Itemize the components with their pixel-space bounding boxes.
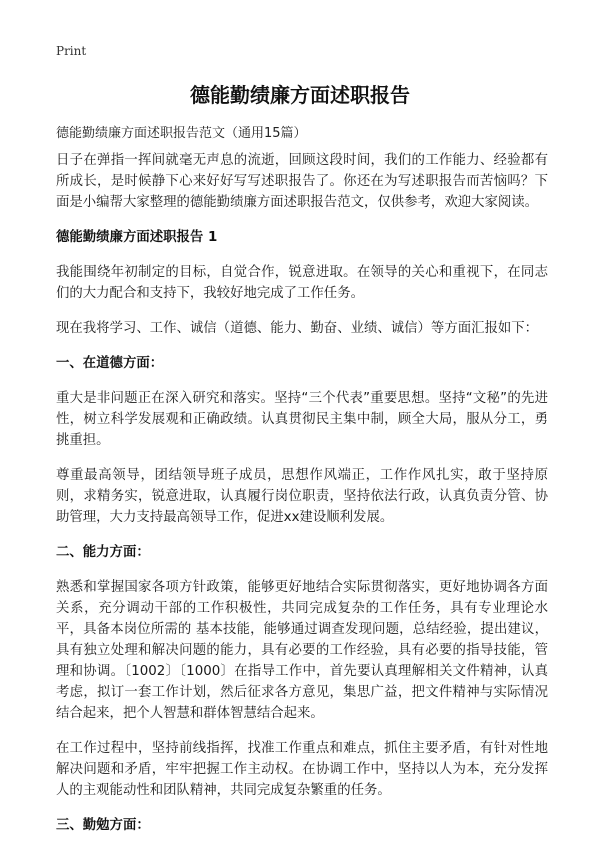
paragraph: 在工作过程中，坚持前线指挥，找准工作重点和难点，抓住主要矛盾，有针对性地解决问题和矛盾，牢牢把握工作主动权。在协调工作中，坚持以人为本，充分发挥人的主观能动性和团队精神，共同完成复杂繁重的任务。	[56, 741, 548, 798]
section-heading-morality: 一、在道德方面：	[56, 356, 164, 371]
report-heading: 德能勤绩廉方面述职报告 1	[56, 230, 218, 245]
paragraph: 我能围绕年初制定的目标，自觉合作，锐意进取。在领导的关心和重视下，在同志们的大力配合和支持下，我较好地完成了工作任务。	[56, 265, 548, 301]
intro-paragraph: 日子在弹指一挥间就毫无声息的流逝，回顾这段时间，我们的工作能力、经验都有所成长，是时候静下心来好好写写述职报告了。你还在为写述职报告而苦恼吗？下面是小编帮大家整理的德能勤绩廉方面述职报告范文，仅供参考，欢迎大家阅读。	[56, 153, 548, 210]
paragraph: 尊重最高领导，团结领导班子成员，思想作风端正，工作作风扎实，敢于坚持原则，求精务实，锐意进取，认真履行岗位职责，坚持依法行政，认真负责分管、协助管理，大力支持最高领导工作，促进xx建设顺利发展。	[56, 468, 548, 525]
paragraph: 熟悉和掌握国家各项方针政策，能够更好地结合实际贯彻落实，更好地协调各方面关系，充分调动干部的工作积极性，共同完成复杂的工作任务，具有专业理论水平，具备本岗位所需的 基本技能，能够通过调查发现问题，总结经验，提出建议，具有独立处理和解决问题的能力，具有必要的工作经验，具有必要的指导技能，管理和协调。〔1002〕〔1000〕在指导工作中，首先要认真理解相关文件精神，认真考虑，拟订一套工作计划，然后征求各方意见，集思广益，把文件精神与实际情况结合起来，把个人智慧和群体智慧结合起来。	[56, 580, 548, 721]
section-heading-ability: 二、能力方面：	[56, 545, 150, 560]
document-body	[56, 150, 548, 850]
paragraph: 重大是非问题正在深入研究和落实。坚持“三个代表”重要思想。坚持“文秘”的先进性，树立科学发展观和正确政绩。认真贯彻民主集中制，顾全大局，服从分工，勇挑重担。	[56, 391, 548, 448]
document-subtitle: 德能勤绩廉方面述职报告范文（通用15篇）	[56, 126, 307, 141]
section-heading-diligence: 三、勤勉方面：	[56, 818, 150, 833]
paragraph: 现在我将学习、工作、诚信（道德、能力、勤奋、业绩、诚信）等方面汇报如下：	[56, 321, 539, 336]
document-title: 德能勤绩廉方面述职报告	[190, 83, 410, 107]
print-link[interactable]: Print	[56, 44, 87, 58]
